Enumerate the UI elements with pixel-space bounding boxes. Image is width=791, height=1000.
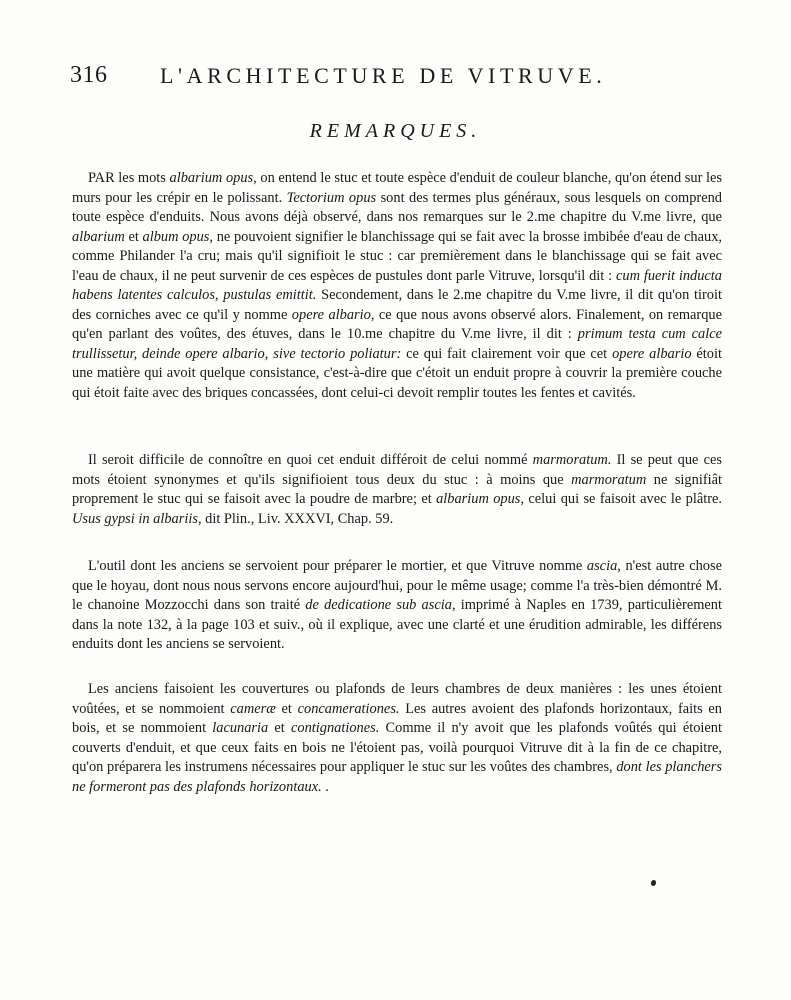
italic-run: albarium opus <box>169 170 254 187</box>
running-title: L'ARCHITECTURE DE VITRUVE. <box>160 63 607 88</box>
text-run: ne signifiât proprement le stuc qui se faisoit avec la poudre de marbre; et <box>72 471 722 508</box>
ink-speck <box>650 879 657 886</box>
italic-run: album opus <box>142 228 210 245</box>
text-run: Comme il n'y avoit que les plafonds voûtés qui étoient couverts d'enduit, et que ceux faits en bois ne l'étoient pas, voilà pourquoi Vitruve dit à la fin de ce chapitre, qu'on préparera les instrumens nécessaires pour appliquer le stuc sur les voûtes des chambres, <box>72 720 722 776</box>
text-run: , dit Plin., Liv. XXXVI, Chap. 59. <box>197 510 394 527</box>
text-run: et <box>124 228 143 245</box>
italic-run: cum fuerit inducta habens latentes calculos, pustulas emittit. <box>72 267 723 304</box>
text-run: Secondement, dans le 2.me chapitre du V.me livre, il dit qu'on tiroit des corniches avec ce qu'il y nomme <box>72 287 722 323</box>
text-run: et <box>275 700 298 717</box>
italic-run: marmoratum. <box>532 452 612 469</box>
italic-run: albarium opus <box>436 491 521 508</box>
italic-run: opere albario <box>291 306 371 323</box>
italic-run: concamerationes. <box>297 700 400 717</box>
section-title: REMARQUES. <box>309 120 482 142</box>
italic-run: cameræ <box>230 700 276 717</box>
italic-run: lacunaria <box>212 720 269 737</box>
text-run: , imprimé à Naples en 1739, particulièrement dans la note 132, à la page 103 et suiv., où il explique, avec une clarté et une érudition admirable, les différens enduits dont les anciens se servoient. <box>72 597 722 653</box>
italic-run: Usus gypsi in albariis <box>72 510 198 527</box>
text-run: , celui qui se faisoit avec le plâtre. <box>520 491 722 508</box>
page-number: 316 <box>70 62 108 88</box>
text-run: PAR les mots <box>88 170 170 187</box>
text-run: . <box>321 778 329 795</box>
italic-run: de dedicatione sub ascia <box>305 597 452 614</box>
italic-run: Tectorium opus <box>286 189 377 206</box>
italic-run: primum testa cum calce trullissetur, deinde opere albario, sive tectorio poliatur: <box>72 326 723 362</box>
text-run: , ne pouvoient signifier le blanchissage qui se fait avec la brosse imbibée d'eau de chaux, comme Philander l'a cru; mais qu'il signifioit le stuc : car premièrement dans le blanchissage qui se fait avec l'eau de chaux, il ne peut survenir de ces espèces de pustules dont parle Vitruve, lorsqu'il dit : <box>72 228 722 284</box>
text-run: Il se peut que ces mots étoient synonymes et qu'ils signifioient tous deux du stuc : à moins que <box>72 452 722 488</box>
italic-run: ascia <box>586 558 618 575</box>
italic-run: contignationes. <box>291 720 380 737</box>
paragraph <box>72 680 722 797</box>
text-run: ce qui fait clairement voir que cet <box>401 345 613 362</box>
paragraph <box>72 451 722 529</box>
text-run: Les anciens faisoient les couvertures ou plafonds de leurs chambres de deux manières : les unes étoient voûtées, et se nommoient <box>72 681 722 717</box>
italic-run: dont les planchers ne formeront pas des plafonds horizontaux. <box>72 759 722 795</box>
text-run: , on entend le stuc et toute espèce d'enduit de couleur blanche, qu'on étend sur les murs pour les crépir en le polissant. <box>72 170 722 206</box>
paragraph <box>72 557 722 655</box>
text-run: et <box>268 720 291 737</box>
paragraph <box>72 169 722 403</box>
text-run: sont des termes plus généraux, sous lesquels on comprend toute espèce d'enduits. Nous avons déjà observé, dans nos remarques sur le 2.me chapitre du V.me livre, que <box>72 189 722 226</box>
text-run: Il seroit difficile de connoître en quoi cet enduit différoit de celui nommé <box>88 452 533 469</box>
text-run: , ce que nous avons observé alors. Finalement, on remarque qu'en parlant des voûtes, des étuves, dans le 10.me chapitre du V.me livre, il dit : <box>72 306 722 343</box>
italic-run: albarium <box>72 228 125 245</box>
italic-run: marmoratum <box>571 471 647 488</box>
text-run: L'outil dont les anciens se servoient pour préparer le mortier, et que Vitruve nomme <box>88 558 587 575</box>
page-header <box>70 62 725 92</box>
text-run: , n'est autre chose que le hoyau, dont nous nous servons encore aujourd'hui, pour le même usage; comme l'a très-bien démontré M. le chanoine Mozzocchi dans son traité <box>72 558 722 614</box>
italic-run: opere albario <box>612 345 692 362</box>
text-run: étoit une matière qui avoit quelque consistance, c'est-à-dire que c'étoit un enduit propre à couvrir la première couche qui étoit faite avec des briques concassées, dont celui-ci devoit remplir toutes les fentes et cavités. <box>72 345 722 401</box>
text-run: Les autres avoient des plafonds horizontaux, faits en bois, et se nommoient <box>72 700 722 737</box>
